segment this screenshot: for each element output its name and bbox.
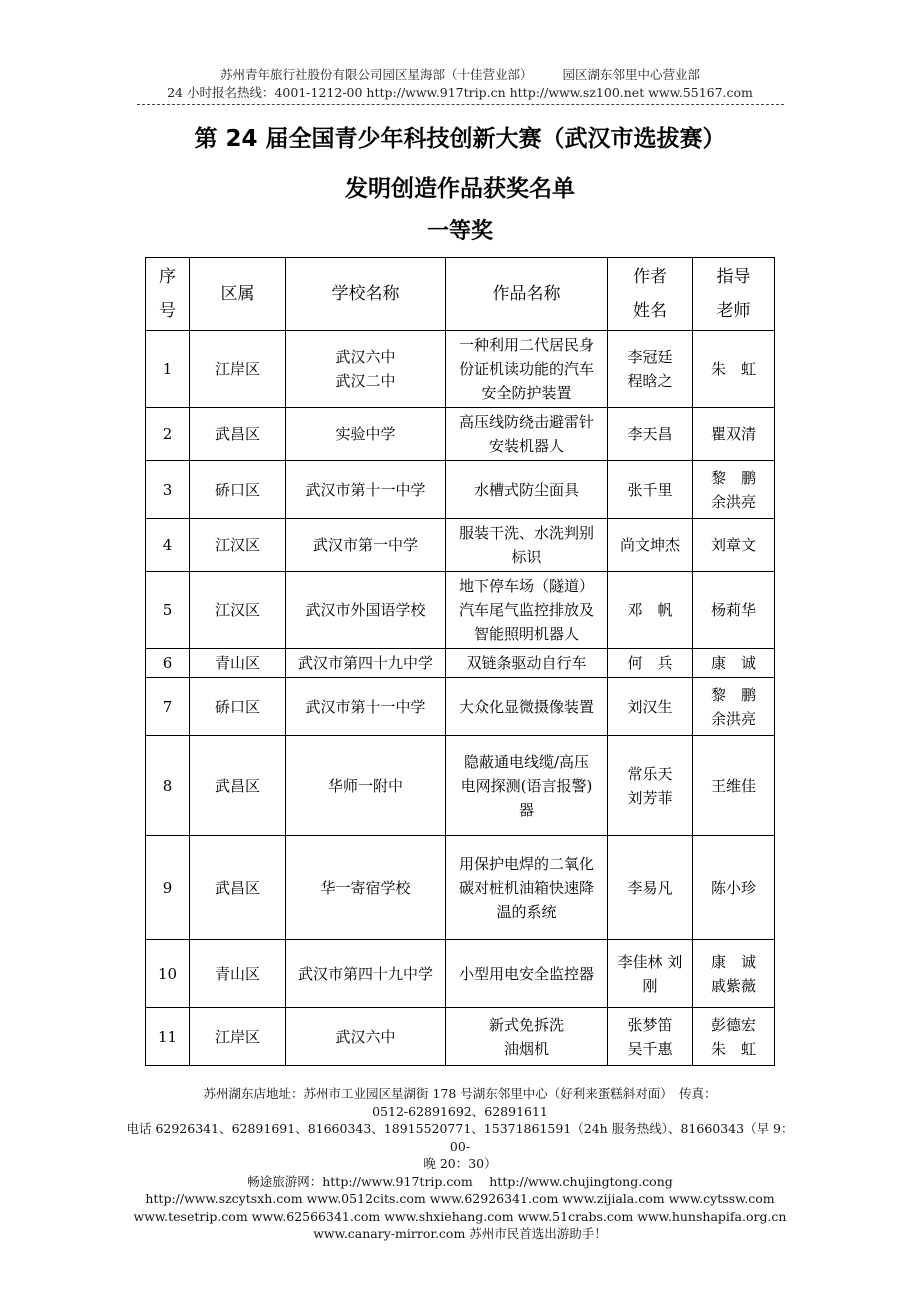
cell-work [446,331,608,408]
cell-work-line: 汽车尾气监控排放及 [458,601,594,619]
cell-teacher-line: 朱 虹 [710,1039,756,1058]
table-row [146,331,775,408]
cell-district: 青山区 [190,940,286,1008]
cell-work [446,678,608,736]
cell-author-line: 程晗之 [627,372,673,390]
cell-no: 2 [146,408,190,461]
cell-teacher-line: 康 诚 [710,654,756,672]
header-work: 作品名称 [446,258,608,331]
cell-author-line: 李天昌 [627,425,673,443]
awards-table [145,257,775,1066]
cell-author-line: 张千里 [627,480,673,499]
cell-district: 硚口区 [190,678,286,736]
cell-author-line: 何 兵 [627,654,673,672]
cell-author-line: 尚文坤杰 [619,536,680,554]
cell-district: 江汉区 [190,572,286,649]
cell-author-line: 刚 [642,976,658,995]
cell-no: 11 [146,1008,190,1066]
cell-author-line: 张梦笛 [627,1015,673,1034]
cell-work-line: 份证机读功能的汽车 [458,360,594,378]
cell-teacher [693,836,775,940]
cell-school [286,736,446,836]
table-row [146,572,775,649]
cell-school-line: 华一寄宿学校 [320,878,411,897]
header-branch: 园区湖东邻里中心营业部 [562,67,701,82]
table-body [146,331,775,1066]
cell-work-line: 新式免拆洗 [488,1015,564,1034]
table-row [146,649,775,678]
cell-teacher-line: 余洪亮 [710,492,756,511]
table-row [146,519,775,572]
cell-work [446,572,608,649]
footer-phone: 电话 62926341、62891691、81660343、18915520771、15371861591（24h 服务热线）、81660343（早 9：00- [126,1121,794,1154]
cell-teacher-line: 戚紫薇 [710,976,756,995]
cell-school-line: 武汉市第一中学 [312,536,418,554]
cell-school [286,836,446,940]
cell-school [286,331,446,408]
footer-site: 畅途旅游网：http://www.917trip.com http://www.chujingtong.cong [247,1173,673,1189]
header-hotline: 24 小时报名热线：4001-1212-00 http://www.917trip.cn http://www.sz100.net www.55167.com [167,85,753,100]
cell-school-line: 武汉六中 [335,348,396,366]
cell-work-line: 碳对桩机油箱快速降 [458,878,594,897]
page-subtitle: 发明创造作品获奖名单 [345,176,575,202]
cell-work-line: 智能照明机器人 [473,625,579,643]
cell-district: 武昌区 [190,736,286,836]
cell-work-line: 安装机器人 [488,437,564,455]
cell-teacher [693,461,775,519]
table-row [146,836,775,940]
cell-teacher-line: 陈小珍 [710,878,756,897]
cell-work-line: 双链条驱动自行车 [466,654,587,672]
cell-work-line: 水槽式防尘面具 [473,480,579,499]
cell-author [608,572,693,649]
cell-teacher-line: 瞿双清 [710,425,756,443]
header-school: 学校名称 [286,258,446,331]
cell-teacher-line: 王维佳 [710,776,756,795]
cell-no: 8 [146,736,190,836]
cell-teacher [693,940,775,1008]
header-company: 苏州青年旅行社股份有限公司园区星海部（十佳营业部） [219,67,533,82]
cell-work [446,519,608,572]
cell-district: 武昌区 [190,408,286,461]
cell-teacher [693,649,775,678]
cell-teacher [693,1008,775,1066]
cell-author [608,836,693,940]
cell-no: 5 [146,572,190,649]
cell-work-line: 油烟机 [503,1039,549,1058]
cell-teacher [693,408,775,461]
cell-work [446,1008,608,1066]
table-row [146,736,775,836]
cell-author [608,1008,693,1066]
cell-work [446,461,608,519]
cell-school-line: 武汉六中 [335,1027,396,1046]
cell-author-line: 李冠廷 [627,348,673,366]
cell-school [286,408,446,461]
cell-work-line: 温的系统 [496,902,557,921]
cell-no: 10 [146,940,190,1008]
cell-author [608,736,693,836]
cell-school-line: 武汉市第四十九中学 [297,654,433,672]
cell-teacher-line: 彭德宏 [710,1015,756,1034]
cell-school [286,572,446,649]
cell-school [286,461,446,519]
cell-work-line: 高压线防绕击避雷针 [458,413,594,431]
cell-author-line: 吴千惠 [627,1039,673,1058]
cell-work-line: 小型用电安全监控器 [458,964,594,983]
cell-author-line: 李佳林 刘 [617,952,683,971]
cell-teacher-line: 余洪亮 [710,709,756,728]
header-teacher: 指导 老师 [693,258,775,331]
footer-links-2: www.tesetrip.com www.62566341.com www.shxiehang.com www.51crabs.com www.hunshapifa.org.cn [133,1208,787,1224]
cell-work-line: 地下停车场（隧道） [458,577,594,595]
cell-teacher-line: 康 诚 [710,952,756,971]
cell-school [286,678,446,736]
footer-slogan: www.canary-mirror.com 苏州市民首选出游助手！ [313,1226,607,1241]
table-row [146,1008,775,1066]
cell-school [286,1008,446,1066]
cell-teacher [693,572,775,649]
cell-author-line: 常乐天 [627,764,673,783]
cell-teacher-line: 杨莉华 [710,601,756,619]
cell-school-line: 武汉市第十一中学 [305,480,426,499]
cell-district: 武昌区 [190,836,286,940]
header-line-company [0,66,920,84]
footer-links-1: http://www.szcytsxh.com www.0512cits.com www.62926341.com www.zijiala.com www.cytssw.com [145,1191,775,1206]
cell-author-line: 李易凡 [627,878,673,897]
cell-school-line: 武汉市第四十九中学 [297,964,433,983]
cell-school-line: 武汉二中 [335,372,396,390]
header-district: 区属 [190,258,286,331]
cell-work-line: 隐蔽通电线缆/高压 [463,752,590,771]
cell-author [608,331,693,408]
cell-school [286,940,446,1008]
award-level-title: 一等奖 [426,219,493,244]
cell-district: 江岸区 [190,331,286,408]
cell-author [608,461,693,519]
footer-hours: 晚 20：30） [423,1156,497,1171]
page-footer [120,1085,800,1243]
cell-teacher [693,736,775,836]
cell-work [446,940,608,1008]
table-row [146,678,775,736]
cell-work-line: 安全防护装置 [481,384,572,402]
table-row [146,408,775,461]
cell-no: 7 [146,678,190,736]
cell-teacher-line: 刘章文 [710,536,756,554]
cell-work [446,736,608,836]
cell-work-line: 服装干洗、水洗判别 [458,524,594,542]
cell-no: 4 [146,519,190,572]
page-header [0,66,920,102]
cell-work-line: 标识 [511,548,542,566]
cell-work [446,836,608,940]
cell-school [286,519,446,572]
cell-teacher [693,331,775,408]
cell-teacher [693,519,775,572]
cell-no: 9 [146,836,190,940]
footer-address: 苏州湖东店地址：苏州市工业园区星湖街 178 号湖东邻里中心（好利来蛋糕斜对面） 传真： [203,1086,717,1101]
cell-author-line: 刘芳菲 [627,788,673,807]
cell-work-line: 大众化显微摄像装置 [458,697,594,716]
cell-district: 硚口区 [190,461,286,519]
cell-work [446,649,608,678]
cell-author [608,940,693,1008]
cell-no: 1 [146,331,190,408]
table-row [146,940,775,1008]
cell-district: 青山区 [190,649,286,678]
cell-school-line: 武汉市外国语学校 [305,601,426,619]
cell-district: 江汉区 [190,519,286,572]
cell-no: 3 [146,461,190,519]
cell-school-line: 华师一附中 [327,776,403,795]
cell-author [608,649,693,678]
header-no: 序 号 [146,258,190,331]
cell-work [446,408,608,461]
cell-author [608,519,693,572]
header-divider [137,104,784,105]
cell-school-line: 武汉市第十一中学 [305,697,426,716]
cell-teacher-line: 黎 鹏 [710,685,756,704]
footer-fax: 0512-62891692、62891611 [372,1103,548,1119]
cell-school-line: 实验中学 [335,425,396,443]
cell-teacher-line: 黎 鹏 [710,468,756,487]
header-author: 作者 姓名 [608,258,693,331]
cell-work-line: 电网探测(语言报警) [460,776,593,795]
table-row [146,461,775,519]
cell-teacher-line: 朱 虹 [710,360,756,378]
cell-author-line: 刘汉生 [627,697,673,716]
cell-work-line: 器 [518,800,534,819]
cell-work-line: 一种利用二代居民身 [458,336,594,354]
cell-author-line: 邓 帆 [627,601,673,619]
cell-school [286,649,446,678]
cell-district: 江岸区 [190,1008,286,1066]
cell-teacher [693,678,775,736]
cell-author [608,408,693,461]
cell-work-line: 用保护电焊的二氧化 [458,854,594,873]
page-title: 第 24 届全国青少年科技创新大赛（武汉市选拔赛） [194,126,726,152]
cell-author [608,678,693,736]
cell-no: 6 [146,649,190,678]
table-header-row [146,258,775,331]
